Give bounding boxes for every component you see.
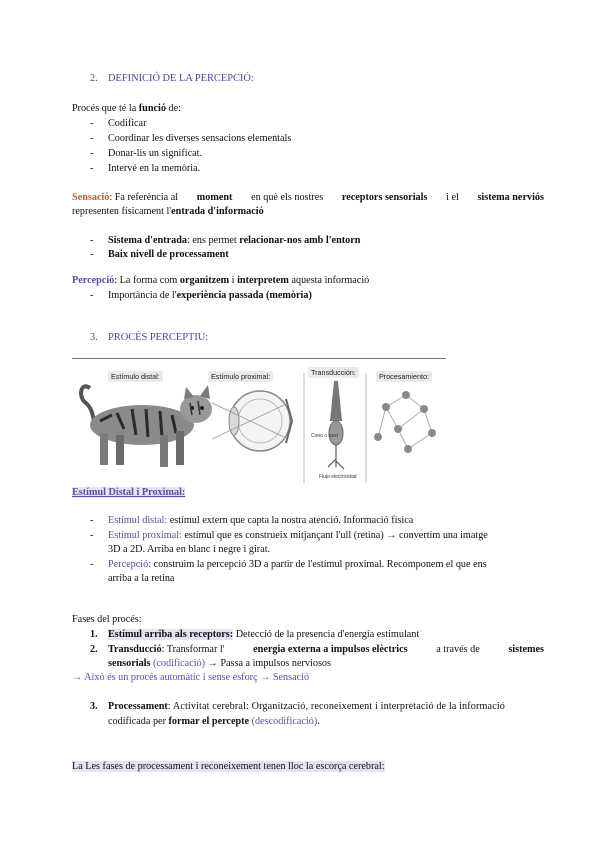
sensacio-term: Sensació	[72, 192, 110, 203]
process-intro	[72, 103, 181, 114]
intro-bold: funció	[138, 103, 166, 114]
list-item-continued: 3D a 2D. Arriba en blanc i negre i girat.	[108, 544, 271, 555]
list-item: - Percepció: construim la percepció 3D a partir de l'estímul proximal. Recomponem el que ens	[90, 559, 487, 570]
list-bold: relacionar-nos amb l'entorn	[239, 235, 361, 246]
fase-3-line-1	[90, 701, 544, 712]
fase-2-line-2	[108, 658, 331, 669]
list-bold: experiència passada (memòria)	[176, 290, 312, 301]
fase-text: : Activitat cerebral: Organització, reconeixement i interpretació de la informació	[167, 701, 505, 712]
text-run: (codificació)	[150, 658, 206, 669]
small-label-flow: Flujo electricidad	[319, 474, 357, 480]
label-processing: Procesamiento:	[376, 371, 432, 382]
section-title: DEFINICIÓ DE LA PERCEPCIÓ:	[108, 73, 254, 84]
fases-intro: Fases del procés:	[72, 614, 142, 625]
list-item: - Importància de l'experiència passada (memòria)	[90, 290, 312, 301]
list-item: - Coordinar les diverses sensacions elementals	[90, 133, 292, 144]
percepcio-line	[72, 275, 369, 286]
fase-text: Detecció de la presencia d'energia estimulant	[233, 629, 420, 640]
percepcio-term: Percepció	[72, 275, 115, 286]
text-run: entrada d'informació	[171, 206, 264, 217]
list-item: - Estímul proximal: estímul que es construeix mitjançant l'ull (retina) → convertim una imatge	[90, 530, 488, 541]
list-text: estímul extern que capta la nostra atenció. Informació física	[167, 515, 414, 526]
sensacio-line-2	[72, 206, 264, 217]
text-run: moment	[196, 192, 233, 203]
fase-2-definition	[162, 644, 544, 655]
label-distal: Estímulo distal:	[108, 371, 163, 382]
text-run: sensorials	[108, 658, 151, 669]
section-3-heading	[90, 332, 208, 343]
text-run: energia externa a impulsos elèctrics	[253, 644, 408, 655]
text-run: formar el percepte	[168, 716, 250, 727]
estimul-heading: Estímul Distal i Proximal:	[72, 487, 186, 498]
intro-text: Procés que té la	[72, 103, 139, 114]
small-label-cone: Cono o bast	[311, 433, 338, 439]
intro-text-end: de:	[165, 103, 181, 114]
text-run: a través de	[436, 644, 480, 655]
section-2-heading	[90, 73, 254, 84]
list-bold: Baix nivell de processament	[108, 249, 229, 260]
section-number: 2.	[90, 73, 98, 84]
text-run: : Transformar l'	[161, 644, 225, 655]
fase-3-line-2	[108, 716, 320, 727]
text-run: organitzem	[179, 275, 230, 286]
list-item-text: Codificar	[108, 118, 147, 129]
text-run: → Passa a impulsos nerviosos	[205, 658, 331, 669]
text-run: interpretem	[237, 275, 289, 286]
list-item: - Baix nivell de processament	[90, 249, 229, 260]
list-term: Estímul distal:	[108, 515, 168, 526]
text-run: en què els nostres	[251, 192, 324, 203]
sensacio-line-1	[72, 192, 544, 203]
list-term: Estímul proximal:	[108, 530, 182, 541]
list-text: : ens permet	[186, 235, 240, 246]
list-item: - Sistema d'entrada: ens permet relacionar-nos amb l'entorn	[90, 235, 361, 246]
text-run: sistema nerviós	[477, 192, 544, 203]
list-text: construim la percepció 3D a partir de l'estímul proximal. Recomponem el que ens	[151, 559, 487, 570]
fase-note: → Això és un procés automàtic i sense esforç → Sensació	[72, 672, 310, 683]
text-run: representen físicament l'	[72, 206, 172, 217]
list-item: - Codificar	[90, 118, 147, 129]
label-proximal: Estímulo proximal:	[208, 371, 273, 382]
list-text: Importància de l'	[108, 290, 177, 301]
sensacio-definition	[109, 192, 544, 203]
list-text: estímul que es construeix mitjançant l'ull (retina) → convertim una imatge	[181, 530, 488, 541]
cat-illustration	[81, 385, 212, 467]
receptor-cell-illustration	[304, 373, 366, 483]
list-item-continued: arriba a la retina	[108, 573, 175, 584]
text-run: aquesta informació	[288, 275, 370, 286]
text-run: i	[229, 275, 238, 286]
section-number: 3.	[90, 332, 98, 343]
figure-divider	[72, 358, 446, 359]
text-run: i el	[446, 192, 459, 203]
final-line: La Les fases de processament i reconeixement tenen lloc la escorça cerebral:	[72, 761, 385, 772]
perception-process-figure	[72, 363, 446, 485]
eye-illustration	[212, 391, 292, 451]
text-run: codificada per	[108, 716, 169, 727]
section-title: PROCÈS PERCEPTIU:	[108, 332, 209, 343]
fase-title: Estímul arriba als receptors:	[108, 629, 234, 640]
text-run: (descodificació)	[249, 716, 318, 727]
fase-title: Processament	[108, 701, 168, 712]
list-item-text: Coordinar les diverses sensacions elementals	[108, 133, 292, 144]
list-term: Percepció:	[108, 559, 151, 570]
fase-number: 1.	[90, 629, 98, 640]
fase-2-line-1	[90, 644, 544, 655]
fase-number: 3.	[90, 701, 98, 712]
fase-1	[90, 629, 419, 640]
text-run: receptors sensorials	[341, 192, 428, 203]
fase-number: 2.	[90, 644, 98, 655]
list-item: - Intervé en la memòria.	[90, 163, 201, 174]
text-run: : La forma com	[114, 275, 180, 286]
text-run: sistemes	[508, 644, 544, 655]
list-item: - Estímul distal: estímul extern que capta la nostra atenció. Informació física	[90, 515, 414, 526]
list-item-text: Intervé en la memòria.	[108, 163, 201, 174]
network-illustration	[374, 391, 436, 453]
text-run: .	[317, 716, 320, 727]
fase-title: Transducció	[108, 644, 162, 655]
list-item: - Donar-lis un significat.	[90, 148, 203, 159]
text-run: : Fa referència al	[109, 192, 179, 203]
list-item-text: Donar-lis un significat.	[108, 148, 203, 159]
list-bold: Sistema d'entrada	[108, 235, 187, 246]
label-transduction: Transducción:	[308, 367, 359, 378]
